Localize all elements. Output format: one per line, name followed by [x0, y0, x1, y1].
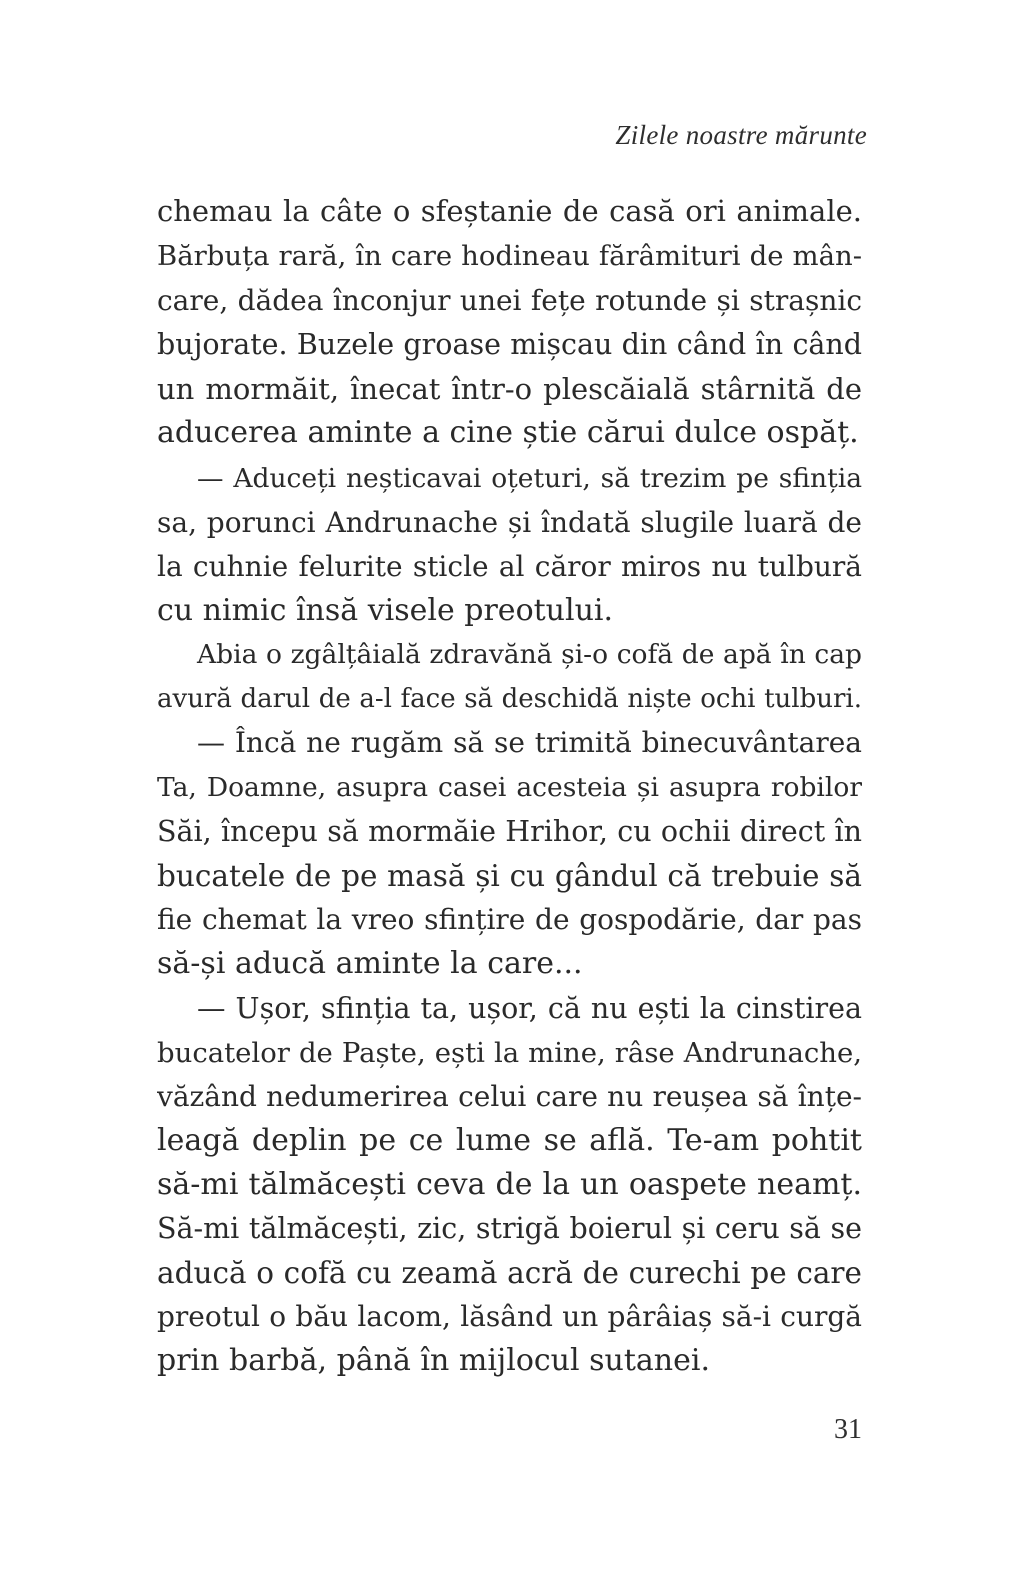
text-line: care, dădea înconjur unei fețe rotunde și strașnic [157, 284, 862, 317]
text-line: bujorate. Buzele groase mișcau din când în când [157, 328, 862, 361]
text-line: sa, porunci Andrunache și îndată slugile luară de [157, 506, 862, 539]
text-line: avură darul de a-l face să deschidă niște ochi tulburi. [157, 684, 862, 714]
text-line: — Ușor, sfinția ta, ușor, că nu ești la cinstirea [197, 992, 862, 1025]
text-line: chemau la câte o sfeștanie de casă ori animale. [157, 194, 862, 228]
text-line: Săi, începu să mormăie Hrihor, cu ochii direct în [157, 815, 862, 848]
text-line: bucatelor de Paște, ești la mine, râse Andrunache, [157, 1037, 862, 1069]
text-line: fie chemat la vreo sfințire de gospodărie, dar pas [157, 903, 862, 936]
text-line: un mormăit, înecat într-o plescăială stârnită de [157, 372, 862, 406]
text-line: cu nimic însă visele preotului. [157, 593, 614, 628]
text-line: prin barbă, până în mijlocul sutanei. [157, 1343, 710, 1378]
text-line: aducerea aminte a cine știe cărui dulce ospăț. [157, 415, 859, 450]
page-number: 31 [834, 1414, 862, 1445]
text-line: leagă deplin pe ce lume se află. Te-am pohtit [157, 1123, 862, 1158]
text-line: — Aduceți neșticavai oțeturi, să trezim pe sfinția [197, 463, 862, 494]
text-line: Abia o zgâlțâială zdravănă și-o cofă de apă în cap [197, 639, 862, 670]
text-line: — Încă ne rugăm să se trimită binecuvântarea [197, 726, 862, 759]
text-line: să-și aducă aminte la care... [157, 946, 583, 981]
text-line: Bărbuța rară, în care hodineau fărâmituri de mân- [157, 240, 862, 272]
text-line: la cuhnie felurite sticle al căror miros nu tulbură [157, 550, 862, 583]
text-line: Ta, Doamne, asupra casei acesteia și asupra robilor [157, 772, 862, 803]
text-line: văzând nedumerirea celui care nu reușea să înțe- [157, 1080, 862, 1113]
text-line: să-mi tălmăcești ceva de la un oaspete neamț. [157, 1167, 862, 1202]
running-header-title: Zilele noastre mărunte [615, 120, 867, 150]
text-line: bucatele de pe masă și cu gândul că trebuie să [157, 859, 862, 893]
text-line: Să-mi tălmăcești, zic, strigă boierul și ceru să se [157, 1212, 862, 1245]
text-line: aducă o cofă cu zeamă acră de curechi pe care [157, 1256, 862, 1290]
text-line: preotul o bău lacom, lăsând un pârâiaș să-i curgă [157, 1300, 862, 1333]
